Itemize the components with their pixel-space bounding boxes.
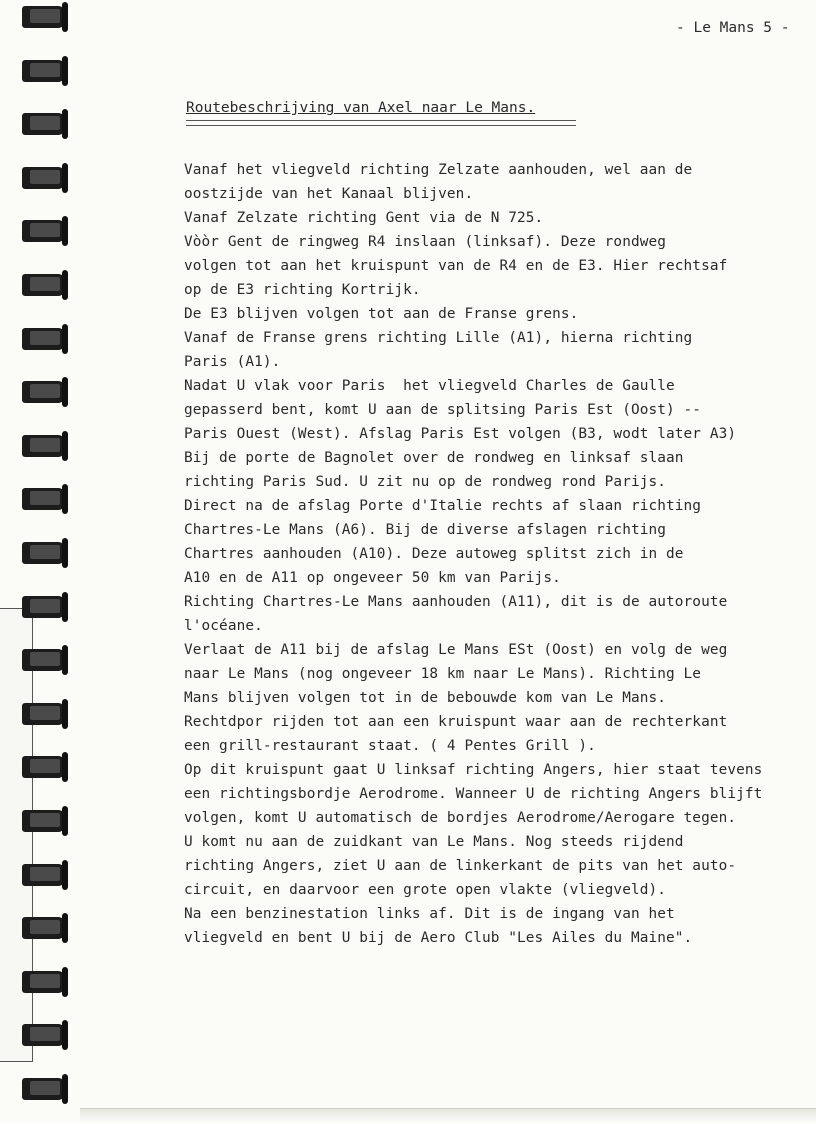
text-line: Mans blijven volgen tot in de bebouwde kom van Le Mans.	[184, 690, 667, 706]
text-line: Paris Ouest (West). Afslag Paris Est volgen (B3, wodt later A3)	[184, 426, 737, 442]
binding-ring	[22, 56, 68, 86]
text-line: U komt nu aan de zuidkant van Le Mans. Nog steeds rijdend	[184, 834, 684, 850]
text-line: circuit, en daarvoor een grote open vlakte (vliegveld).	[184, 882, 667, 898]
page-bottom-edge	[80, 1108, 816, 1124]
binding-ring	[22, 163, 68, 193]
binding-ring	[22, 2, 68, 32]
route-description	[184, 158, 816, 950]
page-number-label: - Le Mans 5 -	[676, 20, 790, 36]
text-line: Richting Chartres-Le Mans aanhouden (A11), dit is de autoroute	[184, 594, 728, 610]
text-line: vliegveld en bent U bij de Aero Club "Les Ailes du Maine".	[184, 930, 693, 946]
spiral-binding	[0, 0, 90, 1123]
document-title: Routebeschrijving van Axel naar Le Mans.	[186, 100, 536, 116]
text-line: richting Paris Sud. U zit nu op de rondweg rond Parijs.	[184, 474, 667, 490]
binding-ring	[22, 109, 68, 139]
text-line: volgen tot aan het kruispunt van de R4 en de E3. Hier rechtsaf	[184, 258, 728, 274]
binding-ring	[22, 860, 68, 890]
binding-ring	[22, 967, 68, 997]
text-line: een grill-restaurant staat. ( 4 Pentes Grill ).	[184, 738, 596, 754]
binding-ring	[22, 538, 68, 568]
binding-ring	[22, 216, 68, 246]
binding-ring	[22, 270, 68, 300]
text-line: Rechtdpor rijden tot aan een kruispunt waar aan de rechterkant	[184, 714, 728, 730]
text-line: een richtingsbordje Aerodrome. Wanneer U de richting Angers blijft	[184, 786, 763, 802]
text-line: Nadat U vlak voor Paris het vliegveld Charles de Gaulle	[184, 378, 675, 394]
text-line: Direct na de afslag Porte d'Italie rechts af slaan richting	[184, 498, 702, 514]
binding-ring	[22, 752, 68, 782]
binding-ring	[22, 1020, 68, 1050]
text-line: Op dit kruispunt gaat U linksaf richting Angers, hier staat tevens	[184, 762, 763, 778]
text-line: Verlaat de A11 bij de afslag Le Mans ESt (Oost) en volg de weg	[184, 642, 728, 658]
binding-ring	[22, 806, 68, 836]
text-line: richting Angers, ziet U aan de linkerkant de pits van het auto-	[184, 858, 737, 874]
binding-ring	[22, 484, 68, 514]
text-line: Paris (A1).	[184, 354, 281, 370]
text-line: l'océane.	[184, 618, 263, 634]
binding-ring	[22, 377, 68, 407]
text-line: A10 en de A11 op ongeveer 50 km van Parijs.	[184, 570, 561, 586]
text-line: gepasserd bent, komt U aan de splitsing Paris Est (Oost) --	[184, 402, 702, 418]
binding-ring	[22, 913, 68, 943]
text-line: volgen, komt U automatisch de bordjes Aerodrome/Aerogare tegen.	[184, 810, 737, 826]
binding-ring	[22, 1074, 68, 1104]
text-line: oostzijde van het Kanaal blijven.	[184, 186, 474, 202]
text-line: Chartres aanhouden (A10). Deze autoweg splitst zich in de	[184, 546, 684, 562]
text-line: Chartres-Le Mans (A6). Bij de diverse afslagen richting	[184, 522, 667, 538]
binding-ring	[22, 592, 68, 622]
binding-ring	[22, 699, 68, 729]
text-line: Na een benzinestation links af. Dit is de ingang van het	[184, 906, 675, 922]
text-line: De E3 blijven volgen tot aan de Franse grens.	[184, 306, 579, 322]
binding-ring	[22, 645, 68, 675]
text-line: Vòòr Gent de ringweg R4 inslaan (linksaf). Deze rondweg	[184, 234, 667, 250]
text-line: Vanaf het vliegveld richting Zelzate aanhouden, wel aan de	[184, 162, 693, 178]
text-line: naar Le Mans (nog ongeveer 18 km naar Le Mans). Richting Le	[184, 666, 702, 682]
text-line: op de E3 richting Kortrijk.	[184, 282, 421, 298]
text-line: Vanaf Zelzate richting Gent via de N 725.	[184, 210, 544, 226]
text-line: Vanaf de Franse grens richting Lille (A1), hierna richting	[184, 330, 693, 346]
title-double-underline	[186, 120, 576, 126]
binding-ring	[22, 431, 68, 461]
text-line: Bij de porte de Bagnolet over de rondweg en linksaf slaan	[184, 450, 684, 466]
binding-ring	[22, 324, 68, 354]
